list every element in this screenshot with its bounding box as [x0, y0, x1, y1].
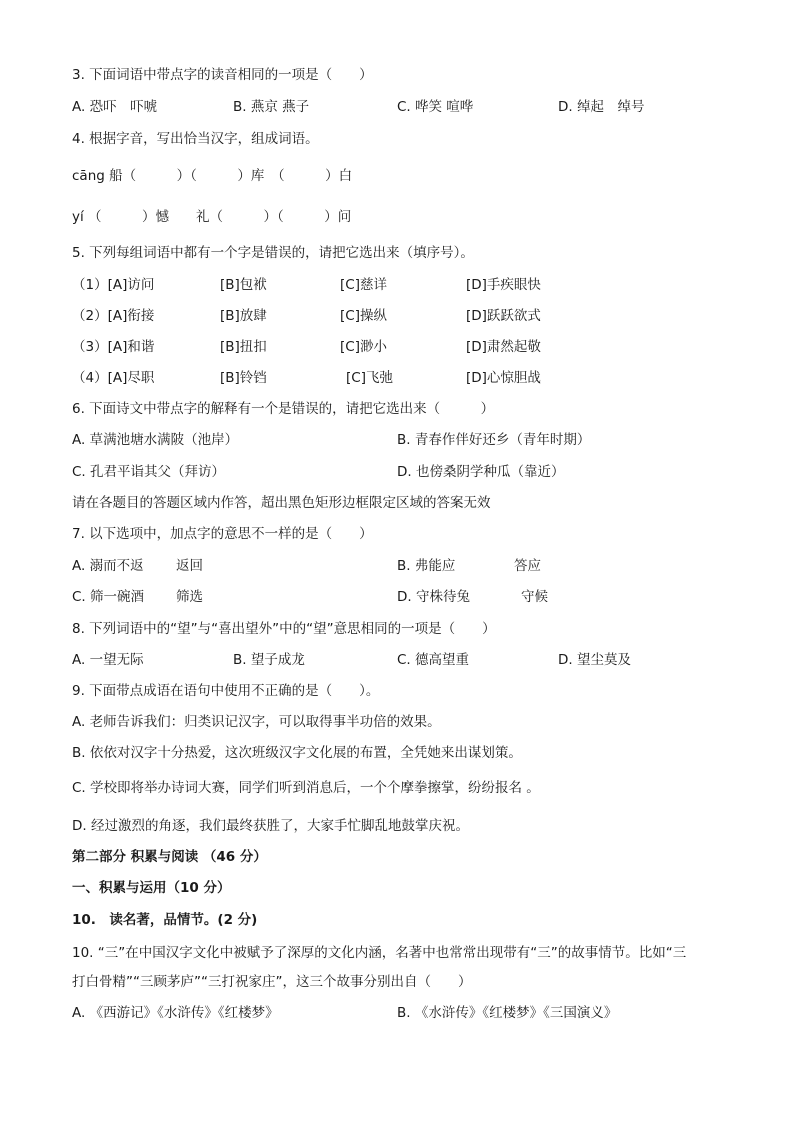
q3-option-d: D. 绰起 绰号	[558, 99, 645, 115]
q5-row3-a: （3）[A]和谐	[72, 339, 155, 355]
q5-row2-a: （2）[A]衔接	[72, 308, 155, 324]
q5-row4-c: [C]飞弛	[346, 370, 393, 386]
q10-option-a: A. 《西游记》《水浒传》《红楼梦》	[72, 1005, 279, 1021]
q5-row4-b: [B]铃铛	[220, 370, 267, 386]
q5-row2-c: [C]操纵	[340, 308, 387, 324]
q8-option-a: A. 一望无际	[72, 652, 144, 668]
q5-row4-a: （4）[A]尽职	[72, 370, 155, 386]
q7-option-a-word: 返回	[176, 558, 203, 574]
q4-stem: 4. 根据字音，写出恰当汉字，组成词语。	[72, 131, 319, 147]
q7-option-a: A. 溺而不返	[72, 558, 144, 574]
q3-stem: 3. 下面词语中带点字的读音相同的一项是（ ）	[72, 67, 373, 83]
q8-stem: 8. 下列词语中的“望”与“喜出望外”中的“望”意思相同的一项是（ ）	[72, 621, 496, 637]
q5-row1-c: [C]慈详	[340, 277, 387, 293]
q5-row2-b: [B]放肆	[220, 308, 267, 324]
q8-option-b: B. 望子成龙	[233, 652, 305, 668]
q7-option-b: B. 弗能应	[397, 558, 456, 574]
q5-row3-c: [C]渺小	[340, 339, 387, 355]
q4-line-yi: yí （ ）憾 礼（ ）（ ）问	[72, 209, 352, 225]
q9-option-d: D. 经过激烈的角逐，我们最终获胜了，大家手忙脚乱地鼓掌庆祝。	[72, 818, 469, 834]
q7-option-b-word: 答应	[514, 558, 541, 574]
q6-stem: 6. 下面诗文中带点字的解释有一个是错误的，请把它选出来（ ）	[72, 401, 495, 417]
q5-row3-b: [B]扭扣	[220, 339, 267, 355]
q7-option-c-word: 筛选	[176, 589, 203, 605]
q9-option-a: A. 老师告诉我们：归类识记汉字，可以取得事半功倍的效果。	[72, 714, 441, 730]
q7-stem: 7. 以下选项中，加点字的意思不一样的是（ ）	[72, 526, 373, 542]
q9-option-c: C. 学校即将举办诗词大赛，同学们听到消息后，一个个摩拳擦掌，纷纷报名 。	[72, 780, 540, 796]
q10-stem-line2: 打白骨精”“三顾茅庐”“三打祝家庄”，这三个故事分别出自（ ）	[72, 974, 472, 990]
q10-stem-line1: 10. “三”在中国汉字文化中被赋予了深厚的文化内涵，名著中也常常出现带有“三”的故事情节。比如“三	[72, 945, 687, 961]
q5-row3-d: [D]肃然起敬	[466, 339, 541, 355]
answer-area-notice: 请在各题目的答题区域内作答，超出黑色矩形边框限定区域的答案无效	[72, 495, 491, 511]
section1-heading: 一、积累与运用（10 分）	[72, 880, 231, 896]
q10-option-b: B. 《水浒传》《红楼梦》《三国演义》	[397, 1005, 618, 1021]
q4-line-cang: cāng 船（ ）（ ）库 （ ）白	[72, 168, 353, 184]
q3-option-c: C. 哗笑 喧哗	[397, 99, 474, 115]
q5-row1-a: （1）[A]访问	[72, 277, 155, 293]
q8-option-d: D. 望尘莫及	[558, 652, 631, 668]
q3-option-a: A. 恐吓 吓唬	[72, 99, 158, 115]
q8-option-c: C. 德高望重	[397, 652, 470, 668]
q7-option-d-word: 守候	[521, 589, 548, 605]
part2-heading: 第二部分 积累与阅读 （46 分）	[72, 849, 267, 865]
q7-option-c: C. 筛一碗酒	[72, 589, 145, 605]
q9-stem: 9. 下面带点成语在语句中使用不正确的是（ ）。	[72, 683, 380, 699]
q6-option-a: A. 草满池塘水满陂（池岸）	[72, 432, 239, 448]
q6-option-b: B. 青春作伴好还乡（青年时期）	[397, 432, 591, 448]
q5-row4-d: [D]心惊胆战	[466, 370, 541, 386]
q5-row1-b: [B]包袱	[220, 277, 267, 293]
q6-option-d: D. 也傍桑阴学种瓜（靠近）	[397, 464, 565, 480]
q5-row2-d: [D]跃跃欲式	[466, 308, 541, 324]
q5-stem: 5. 下列每组词语中都有一个字是错误的，请把它选出来（填序号）。	[72, 245, 474, 261]
q3-option-b: B. 燕京 燕子	[233, 99, 310, 115]
q6-option-c: C. 孔君平诣其父（拜访）	[72, 464, 226, 480]
q7-option-d: D. 守株待兔	[397, 589, 470, 605]
q5-row1-d: [D]手疾眼快	[466, 277, 541, 293]
q10-heading: 10. 读名著，品情节。(2 分)	[72, 912, 258, 928]
q9-option-b: B. 依依对汉字十分热爱，这次班级汉字文化展的布置，全凭她来出谋划策。	[72, 745, 522, 761]
